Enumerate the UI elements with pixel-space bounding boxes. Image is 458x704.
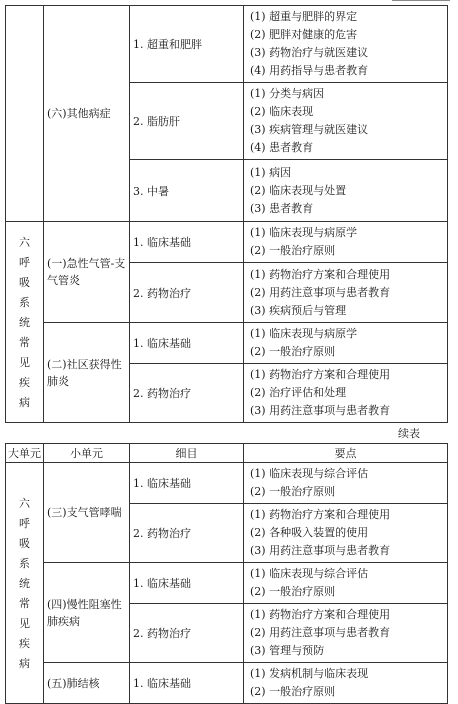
table-row — [6, 222, 448, 263]
header-points: 要点 — [244, 444, 448, 463]
point-item: (3) 用药注意事项与患者教育 — [250, 544, 391, 557]
header-row — [6, 444, 448, 463]
unit-char: 呼 — [19, 516, 30, 530]
detail-label: 1. 临床基础 — [133, 337, 191, 350]
detail-cell — [130, 663, 244, 704]
detail-cell — [130, 6, 244, 83]
unit-cell — [6, 222, 44, 423]
point-item: (1) 临床表现与病原学 — [250, 327, 358, 340]
point-item: (4) 患者教育 — [250, 141, 314, 154]
point-item: (3) 患者教育 — [250, 201, 314, 215]
unit-char: 常 — [19, 335, 30, 349]
unit-char: 病 — [19, 656, 30, 670]
point-item: (1) 临床表现与综合评估 — [250, 467, 369, 480]
syllabus-table-1 — [5, 5, 448, 423]
subunit-label: (一)急性气管-支气管炎 — [47, 257, 126, 287]
point-item: (2) 临床表现与处置 — [250, 183, 347, 197]
detail-label: 2. 药物治疗 — [133, 387, 191, 400]
table-row — [6, 323, 448, 364]
point-item: (1) 药物治疗方案和合理使用 — [250, 267, 391, 281]
point-item: (3) 管理与预防 — [250, 644, 325, 657]
unit-char: 吸 — [19, 275, 30, 289]
unit-char: 病 — [19, 395, 30, 409]
point-item: (3) 用药注意事项与患者教育 — [250, 404, 391, 417]
subunit-cell — [44, 323, 130, 423]
unit-char: 系 — [19, 556, 30, 570]
points-cell — [244, 463, 448, 504]
unit-char: 见 — [19, 616, 30, 630]
detail-label: 2. 药物治疗 — [133, 286, 191, 300]
detail-label: 2. 脂肪肝 — [133, 115, 180, 128]
points-cell — [244, 604, 448, 663]
unit-char: 系 — [19, 295, 30, 309]
point-item: (2) 一般治疗原则 — [250, 585, 336, 598]
point-item: (3) 药物治疗与就医建议 — [250, 46, 369, 59]
points-cell — [244, 160, 448, 222]
point-item: (2) 一般治疗原则 — [250, 345, 336, 358]
continued-label: 续表 — [398, 427, 420, 440]
detail-cell — [130, 263, 244, 323]
table-row — [6, 6, 448, 83]
point-item: (1) 超重与肥胖的界定 — [250, 10, 358, 23]
syllabus-table-2 — [5, 443, 448, 704]
top-edge-line — [392, 0, 450, 1]
subunit-label: (四)慢性阻塞性肺疾病 — [47, 597, 122, 628]
unit-char: 疾 — [19, 636, 30, 650]
subunit-cell — [44, 563, 130, 663]
detail-cell — [130, 160, 244, 222]
detail-cell — [130, 504, 244, 563]
detail-cell — [130, 222, 244, 263]
header-detail: 细目 — [130, 444, 244, 463]
unit-char: 六 — [19, 496, 30, 510]
header-subunit: 小单元 — [44, 444, 130, 463]
subunit-label: (六)其他病症 — [47, 107, 111, 120]
unit-char: 见 — [19, 355, 30, 369]
point-item: (1) 药物治疗方案和合理使用 — [250, 608, 391, 621]
subunit-cell — [44, 222, 130, 323]
point-item: (1) 发病机制与临床表现 — [250, 667, 369, 680]
point-item: (1) 药物治疗方案和合理使用 — [250, 508, 391, 521]
subunit-label: (三)支气管哮喘 — [47, 506, 122, 519]
point-item: (3) 疾病预后与管理 — [250, 303, 347, 317]
points-cell — [244, 323, 448, 364]
unit-char: 常 — [19, 596, 30, 610]
detail-cell — [130, 364, 244, 423]
unit-cell-empty — [6, 6, 44, 222]
table-row — [6, 663, 448, 704]
subunit-cell — [44, 663, 130, 704]
point-item: (2) 一般治疗原则 — [250, 685, 336, 698]
detail-label: 2. 药物治疗 — [133, 527, 191, 540]
unit-char: 吸 — [19, 536, 30, 550]
detail-cell — [130, 83, 244, 160]
point-item: (1) 临床表现与病原学 — [250, 226, 358, 239]
subunit-cell — [44, 6, 130, 222]
unit-cell — [6, 463, 44, 704]
detail-cell — [130, 604, 244, 663]
header-unit: 大单元 — [6, 444, 44, 463]
point-item: (2) 治疗评估和处理 — [250, 386, 347, 399]
detail-cell — [130, 563, 244, 604]
detail-label: 1. 临床基础 — [133, 236, 191, 249]
point-item: (3) 疾病管理与就医建议 — [250, 123, 369, 136]
detail-label: 2. 药物治疗 — [133, 627, 191, 640]
point-item: (4) 用药指导与患者教育 — [250, 64, 369, 77]
subunit-label: (二)社区获得性肺炎 — [47, 357, 122, 388]
point-item: (1) 分类与病因 — [250, 87, 325, 100]
unit-char: 疾 — [19, 375, 30, 389]
detail-label: 1. 超重和肥胖 — [133, 38, 202, 51]
detail-label: 1. 临床基础 — [133, 677, 191, 690]
point-item: (2) 各种吸入装置的使用 — [250, 526, 369, 539]
table-row — [6, 463, 448, 504]
points-cell — [244, 504, 448, 563]
points-cell — [244, 222, 448, 263]
unit-char: 统 — [19, 315, 30, 329]
points-cell — [244, 6, 448, 83]
point-item: (2) 用药注意事项与患者教育 — [250, 285, 391, 299]
point-item: (2) 临床表现 — [250, 105, 314, 118]
table-row — [6, 563, 448, 604]
unit-char: 呼 — [19, 255, 30, 269]
point-item: (2) 肥胖对健康的危害 — [250, 28, 358, 41]
unit-char: 六 — [19, 235, 30, 249]
points-cell — [244, 563, 448, 604]
unit-char: 统 — [19, 576, 30, 590]
point-item: (2) 一般治疗原则 — [250, 485, 336, 498]
points-cell — [244, 663, 448, 704]
point-item: (2) 一般治疗原则 — [250, 244, 336, 257]
detail-cell — [130, 463, 244, 504]
points-cell — [244, 83, 448, 160]
point-item: (1) 临床表现与综合评估 — [250, 567, 369, 580]
points-cell — [244, 364, 448, 423]
detail-label: 1. 临床基础 — [133, 577, 191, 590]
point-item: (2) 用药注意事项与患者教育 — [250, 626, 391, 639]
subunit-cell — [44, 463, 130, 563]
points-cell — [244, 263, 448, 323]
detail-label: 3. 中暑 — [133, 184, 169, 198]
detail-label: 1. 临床基础 — [133, 477, 191, 490]
point-item: (1) 药物治疗方案和合理使用 — [250, 368, 391, 381]
subunit-label: (五)肺结核 — [47, 676, 100, 690]
point-item: (1) 病因 — [250, 165, 292, 179]
detail-cell — [130, 323, 244, 364]
